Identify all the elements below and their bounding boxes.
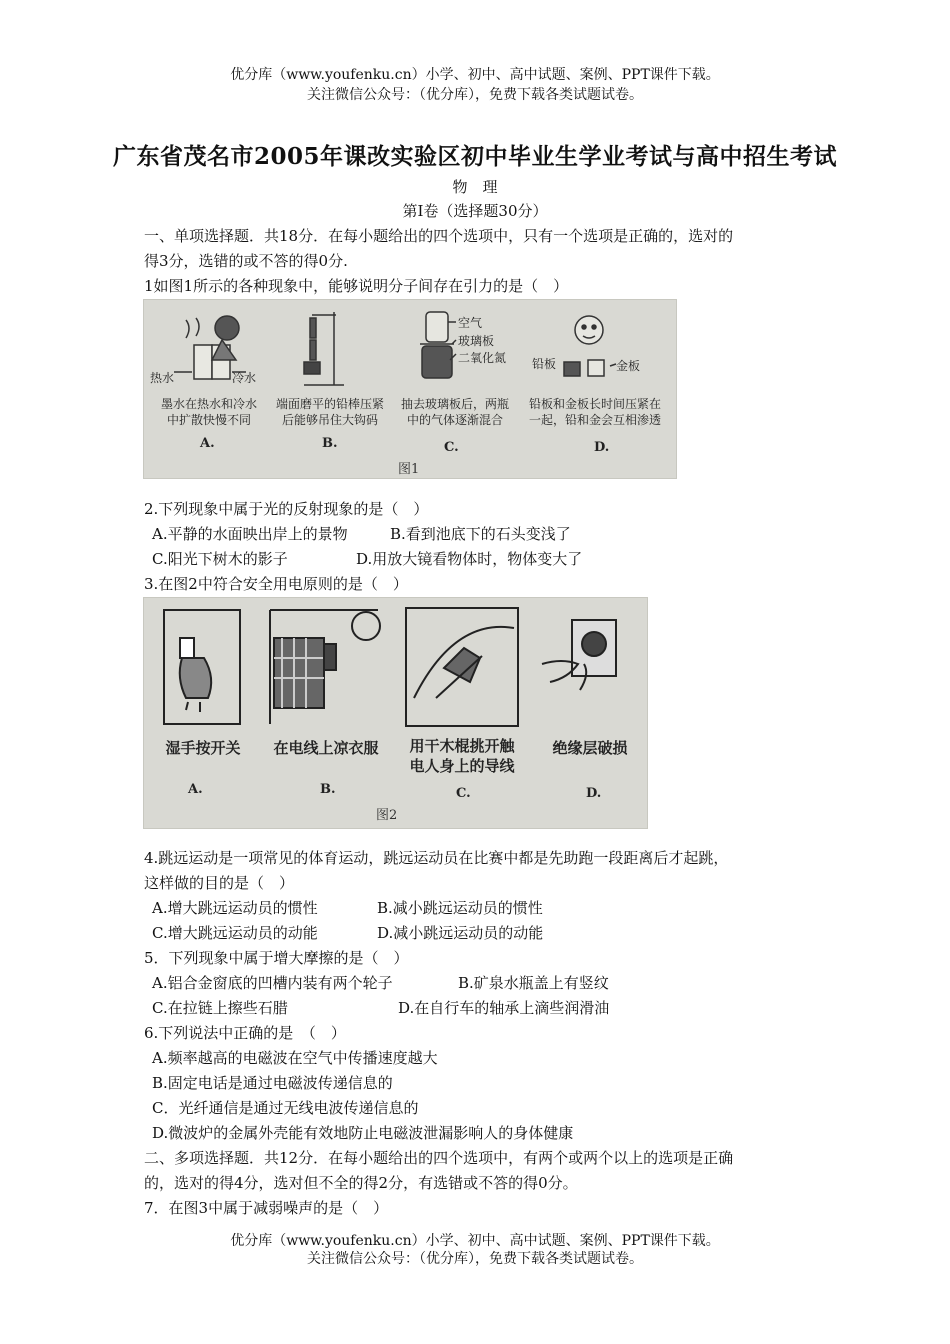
figure-2d-caption: 绝缘层破损 — [552, 739, 628, 757]
question-1-text: 1如图1所示的各种现象中，能够说明分子间存在引力的是（ ） — [144, 277, 569, 295]
footer-line-2: 关注微信公众号：（优分库），免费下载各类试题试卷。 — [307, 1251, 643, 1267]
subject-label: 物 理 — [452, 178, 498, 196]
figure-2a-drawing — [164, 610, 240, 724]
figure-1a-letter: A. — [200, 436, 215, 451]
question-6-option-c: C．光纤通信是通过无线电波传递信息的 — [152, 1099, 419, 1117]
figure-1a-caption-line2: 中扩散快慢不同 — [166, 413, 251, 427]
figure-1b-caption-line2: 后能够吊住大钩码 — [281, 413, 378, 427]
figure-2a-letter: A. — [188, 782, 203, 797]
figure-1c-caption-line2: 中的气体逐渐混合 — [406, 413, 503, 427]
question-6-option-d: D.微波炉的金属外壳能有效地防止电磁波泄漏影响人的身体健康 — [152, 1124, 574, 1142]
footer-line-1: 优分库（www.youfenku.cn）小学、初中、高中试题、案例、PPT课件下载。 — [230, 1233, 720, 1249]
label-glass-plate: 玻璃板 — [458, 334, 495, 348]
question-4-option-b: B.减小跳远运动员的惯性 — [377, 899, 543, 917]
part-label: 第I卷（选择题30分） — [402, 202, 548, 220]
figure-2-panel-d — [536, 738, 644, 758]
question-5-option-d: D.在自行车的轴承上滴些润滑油 — [398, 999, 610, 1017]
section1-instructions-line2: 得3分，选错的或不答的得0分. — [144, 252, 348, 270]
figure-1c-letter: C. — [444, 440, 459, 455]
figure-2-panel-a — [148, 738, 258, 758]
label-air: 空气 — [458, 316, 483, 330]
label-gold-plate: 金板 — [616, 359, 641, 373]
figure-1-panel-a — [148, 396, 270, 428]
figure-2d-letter: D. — [586, 786, 602, 801]
figure-1-panel-b — [268, 396, 392, 428]
question-2-option-d: D.用放大镜看物体时，物体变大了 — [356, 550, 583, 568]
figure-1c-drawing — [420, 312, 456, 378]
section2-instructions-line2: 的，选对的得4分，选对但不全的得2分，有选错或不答的得0分。 — [144, 1174, 578, 1192]
question-4-option-d: D.减小跳远运动员的动能 — [377, 924, 544, 942]
question-2-option-a: A.平静的水面映出岸上的景物 — [152, 525, 348, 543]
figure-1a-caption-line1: 墨水在热水和冷水 — [160, 397, 257, 411]
question-6-option-b: B.固定电话是通过电磁波传递信息的 — [152, 1074, 393, 1092]
figure-1-title: 图1 — [398, 462, 420, 477]
figure-2c-caption-line2: 电人身上的导线 — [409, 757, 515, 775]
figure-1-panel-d — [518, 396, 672, 428]
question-2-text: 2.下列现象中属于光的反射现象的是（ ） — [144, 500, 429, 518]
figure-2-panel-c — [398, 736, 526, 776]
figure-2 — [143, 597, 648, 829]
figure-1b-caption-line1: 端面磨平的铅棒压紧 — [275, 397, 384, 411]
question-5-option-b: B.矿泉水瓶盖上有竖纹 — [458, 974, 609, 992]
section1-instructions-line1: 一、单项选择题．共18分．在每小题给出的四个选项中，只有一个选项是正确的，选对的 — [144, 227, 734, 245]
figure-2b-drawing — [270, 610, 380, 724]
figure-2b-letter: B. — [320, 782, 336, 797]
figure-2c-letter: C. — [456, 786, 471, 801]
label-lead-plate: 铅板 — [532, 357, 557, 371]
figure-1b-drawing — [304, 312, 344, 385]
question-4-text-line1: 4.跳远运动是一项常见的体育运动，跳远运动员在比赛中都是先助跑一段距离后才起跳， — [144, 849, 729, 867]
section2-instructions-line1: 二、多项选择题．共12分．在每小题给出的四个选项中，有两个或两个以上的选项是正确 — [144, 1149, 734, 1167]
figure-1d-drawing — [564, 316, 616, 376]
figure-2-title: 图2 — [376, 808, 398, 823]
figure-1c-caption-line1: 抽去玻璃板后，两瓶 — [400, 397, 509, 411]
exam-title: 广东省茂名市2005年课改实验区初中毕业生学业考试与高中招生考试 — [112, 143, 837, 170]
figure-2-panel-b — [256, 738, 396, 758]
question-4-text-line2: 这样做的目的是（ ） — [144, 874, 295, 892]
question-6-option-a: A.频率越高的电磁波在空气中传播速度越大 — [152, 1049, 438, 1067]
figure-2c-drawing — [406, 608, 518, 726]
figure-2-illustrations — [144, 598, 647, 828]
question-7-text: 7．在图3中属于减弱噪声的是（ ） — [144, 1199, 389, 1217]
figure-1d-caption-line1: 铅板和金板长时间压紧在 — [528, 397, 661, 411]
question-2-option-c: C.阳光下树木的影子 — [152, 550, 288, 568]
header-line-1: 优分库（www.youfenku.cn）小学、初中、高中试题、案例、PPT课件下载。 — [230, 67, 720, 83]
figure-2a-caption: 湿手按开关 — [165, 739, 241, 757]
label-nitrogen-dioxide: 二氧化氮 — [458, 351, 507, 365]
figure-2c-caption-line1: 用干木棍挑开触 — [409, 737, 515, 755]
figure-1b-letter: B. — [322, 436, 338, 451]
question-5-text: 5．下列现象中属于增大摩擦的是（ ） — [144, 949, 409, 967]
figure-1d-letter: D. — [594, 440, 610, 455]
question-5-option-a: A.铝合金窗底的凹槽内装有两个轮子 — [152, 974, 393, 992]
figure-1 — [143, 299, 677, 479]
figure-1-panel-c — [392, 396, 518, 428]
figure-2b-caption: 在电线上凉衣服 — [273, 739, 379, 757]
header-line-2: 关注微信公众号：（优分库），免费下载各类试题试卷。 — [307, 87, 643, 103]
question-6-text: 6.下列说法中正确的是 （ ） — [144, 1024, 346, 1042]
question-3-text: 3.在图2中符合安全用电原则的是（ ） — [144, 575, 408, 593]
question-5-option-c: C.在拉链上擦些石腊 — [152, 999, 288, 1017]
question-2-option-b: B.看到池底下的石头变浅了 — [390, 525, 571, 543]
figure-1d-caption-line2: 一起，铅和金会互相渗透 — [528, 413, 661, 427]
label-hot-water: 热水 — [150, 371, 175, 385]
figure-2d-drawing — [542, 620, 616, 690]
label-cold-water: 冷水 — [232, 371, 257, 385]
question-4-option-a: A.增大跳远运动员的惯性 — [152, 899, 318, 917]
question-4-option-c: C.增大跳远运动员的动能 — [152, 924, 318, 942]
